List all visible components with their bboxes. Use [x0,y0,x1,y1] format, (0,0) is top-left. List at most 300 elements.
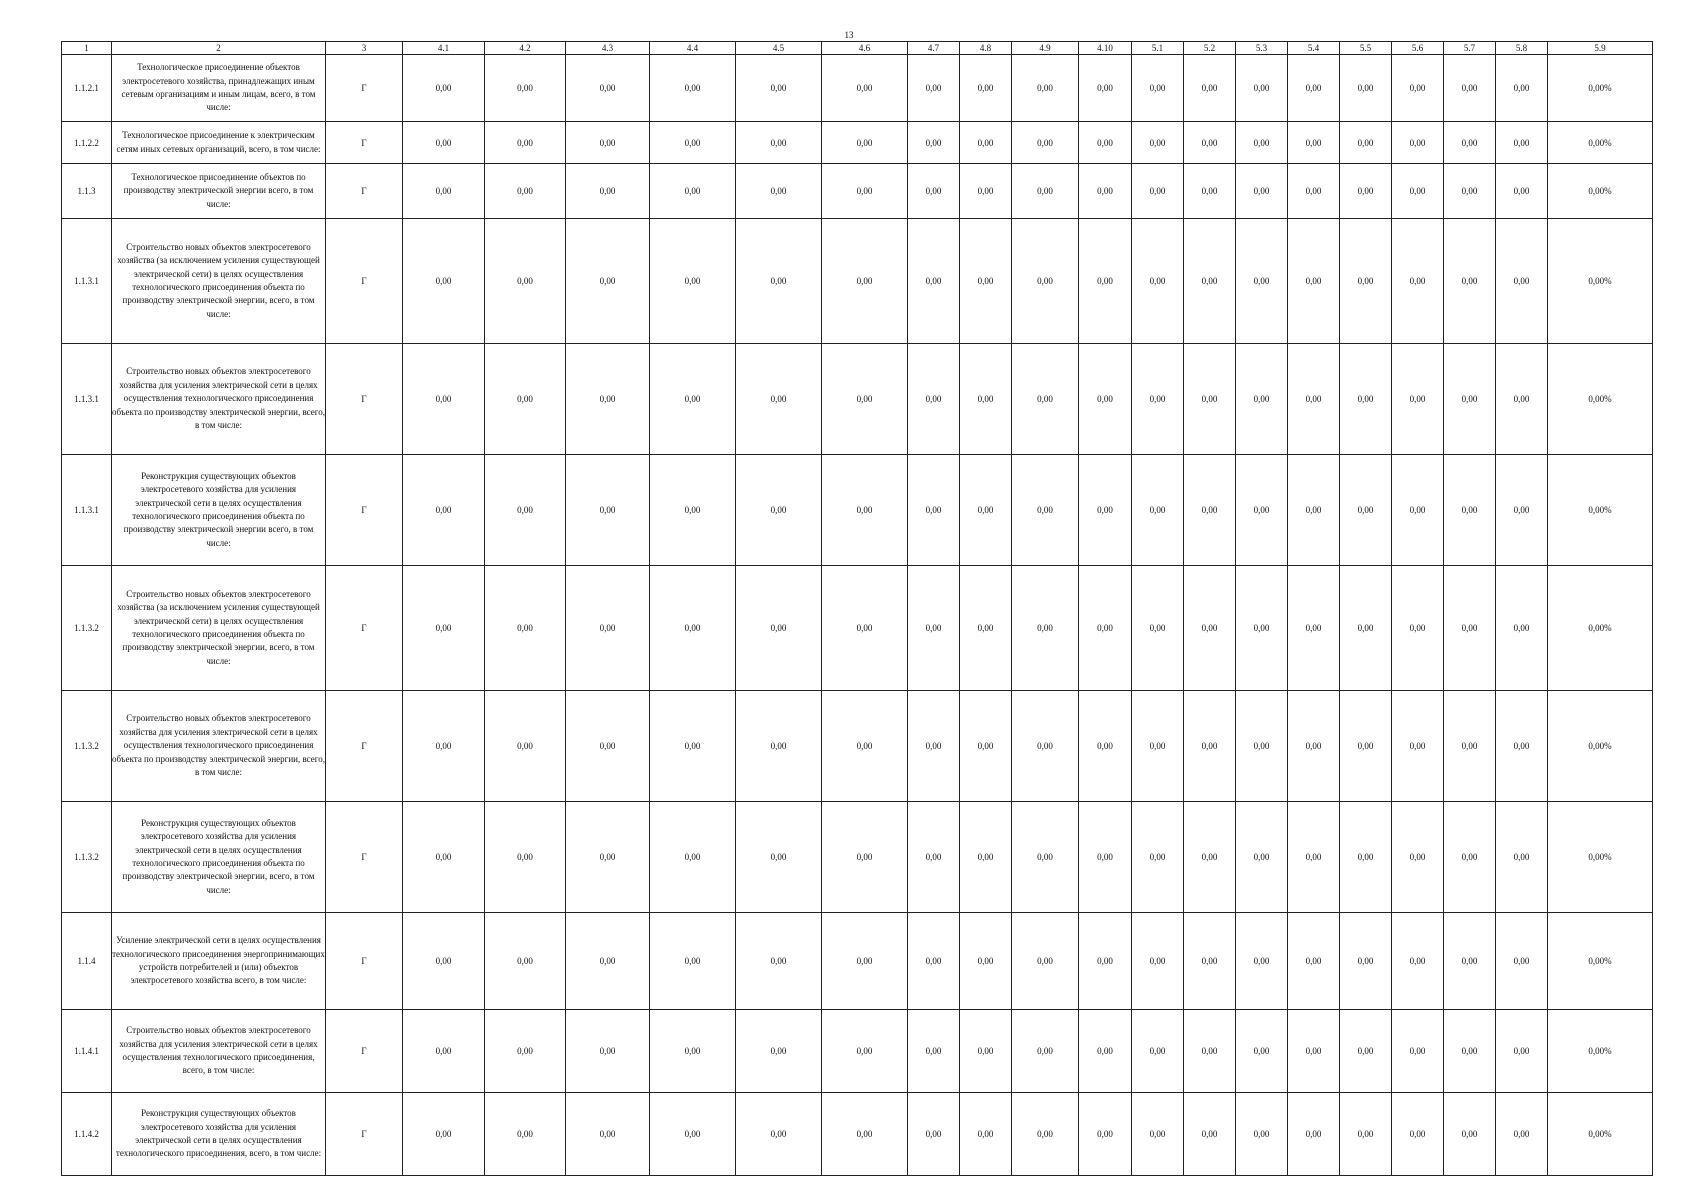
row-description: Реконструкция существующих объектов электросетевого хозяйства для усиления электрической сети в целях осуществления технологического присоединения объекта по производству электрической энергии, всего, в том числе: [112,802,326,913]
value-cell: 0,00 [736,122,822,164]
value-cell: 0,00 [1236,219,1288,344]
table-row [62,1010,1653,1093]
row-unit: Г [326,691,403,802]
row-description: Реконструкция существующих объектов электросетевого хозяйства для усиления электрической сети в целях осуществления технологического присоединения, всего, в том числе: [112,1093,326,1176]
row-code: 1.1.2.2 [62,122,112,164]
value-cell: 0,00 [403,1010,485,1093]
value-cell: 0,00 [1392,913,1444,1010]
row-code: 1.1.3.2 [62,691,112,802]
value-cell: 0,00 [1444,55,1496,122]
value-cell: 0,00 [1132,691,1184,802]
value-cell: 0,00 [1496,344,1548,455]
value-cell: 0,00 [566,455,650,566]
value-cell: 0,00 [908,802,960,913]
value-cell: 0,00 [650,913,736,1010]
value-cell: 0,00 [1444,691,1496,802]
value-cell: 0,00 [650,566,736,691]
value-cell: 0,00 [822,164,908,219]
value-cell: 0,00 [1340,122,1392,164]
value-cell: 0,00 [1012,913,1079,1010]
column-header: 5.4 [1288,42,1340,55]
value-cell: 0,00 [1132,164,1184,219]
percent-cell: 0,00% [1548,913,1653,1010]
value-cell: 0,00 [1236,566,1288,691]
value-cell: 0,00 [1288,164,1340,219]
column-header: 4.9 [1012,42,1079,55]
value-cell: 0,00 [1340,913,1392,1010]
value-cell: 0,00 [1288,913,1340,1010]
value-cell: 0,00 [1392,1010,1444,1093]
value-cell: 0,00 [1236,802,1288,913]
row-unit: Г [326,913,403,1010]
value-cell: 0,00 [650,802,736,913]
value-cell: 0,00 [1444,455,1496,566]
value-cell: 0,00 [1496,164,1548,219]
value-cell: 0,00 [1340,1093,1392,1176]
value-cell: 0,00 [650,219,736,344]
value-cell: 0,00 [566,219,650,344]
value-cell: 0,00 [736,913,822,1010]
row-description: Строительство новых объектов электросетевого хозяйства (за исключением усиления существующей электрической сети) в целях осуществления технологического присоединения объекта по производству электрической энергии, всего, в том числе: [112,219,326,344]
value-cell: 0,00 [736,566,822,691]
value-cell: 0,00 [736,1010,822,1093]
row-description: Усиление электрической сети в целях осуществления технологического присоединения энергопринимающих устройств потребителей и (или) объектов электросетевого хозяйства всего, в том числе: [112,913,326,1010]
value-cell: 0,00 [822,219,908,344]
row-code: 1.1.3.1 [62,219,112,344]
percent-cell: 0,00% [1548,455,1653,566]
value-cell: 0,00 [566,122,650,164]
header-row [62,42,1653,55]
value-cell: 0,00 [485,566,566,691]
value-cell: 0,00 [566,802,650,913]
page-number: 13 [844,30,854,40]
table-row [62,455,1653,566]
value-cell: 0,00 [403,219,485,344]
investment-table [61,41,1653,1176]
value-cell: 0,00 [1392,802,1444,913]
value-cell: 0,00 [1288,55,1340,122]
column-header: 5.3 [1236,42,1288,55]
value-cell: 0,00 [1079,1093,1132,1176]
value-cell: 0,00 [908,691,960,802]
value-cell: 0,00 [908,55,960,122]
row-code: 1.1.4.2 [62,1093,112,1176]
value-cell: 0,00 [736,1093,822,1176]
table-row [62,122,1653,164]
table-row [62,802,1653,913]
value-cell: 0,00 [650,691,736,802]
value-cell: 0,00 [1236,344,1288,455]
value-cell: 0,00 [822,55,908,122]
column-header: 1 [62,42,112,55]
column-header: 4.5 [736,42,822,55]
value-cell: 0,00 [403,802,485,913]
value-cell: 0,00 [1496,122,1548,164]
value-cell: 0,00 [1132,566,1184,691]
value-cell: 0,00 [403,122,485,164]
value-cell: 0,00 [566,344,650,455]
column-header: 5.1 [1132,42,1184,55]
value-cell: 0,00 [822,691,908,802]
value-cell: 0,00 [960,219,1012,344]
value-cell: 0,00 [1236,1010,1288,1093]
value-cell: 0,00 [1184,802,1236,913]
row-code: 1.1.4 [62,913,112,1010]
value-cell: 0,00 [1132,219,1184,344]
value-cell: 0,00 [403,1093,485,1176]
value-cell: 0,00 [960,164,1012,219]
value-cell: 0,00 [1132,802,1184,913]
value-cell: 0,00 [1012,55,1079,122]
table-body [62,55,1653,1176]
value-cell: 0,00 [1132,913,1184,1010]
value-cell: 0,00 [736,802,822,913]
value-cell: 0,00 [908,219,960,344]
value-cell: 0,00 [908,122,960,164]
value-cell: 0,00 [1340,1010,1392,1093]
value-cell: 0,00 [1079,344,1132,455]
value-cell: 0,00 [1444,566,1496,691]
row-description: Строительство новых объектов электросетевого хозяйства для усиления электрической сети в целях осуществления технологического присоединения, всего, в том числе: [112,1010,326,1093]
row-code: 1.1.3.2 [62,802,112,913]
row-description: Технологическое присоединение объектов электросетевого хозяйства, принадлежащих иным сетевым организациям и иным лицам, всего, в том числе: [112,55,326,122]
value-cell: 0,00 [736,455,822,566]
value-cell: 0,00 [1496,566,1548,691]
value-cell: 0,00 [1444,219,1496,344]
value-cell: 0,00 [1236,455,1288,566]
value-cell: 0,00 [1236,122,1288,164]
value-cell: 0,00 [1288,344,1340,455]
value-cell: 0,00 [403,455,485,566]
row-description: Реконструкция существующих объектов электросетевого хозяйства для усиления электрической сети в целях осуществления технологического присоединения объекта по производству электрической энергии всего, в том числе: [112,455,326,566]
value-cell: 0,00 [1496,455,1548,566]
value-cell: 0,00 [1184,122,1236,164]
row-code: 1.1.4.1 [62,1010,112,1093]
row-unit: Г [326,55,403,122]
value-cell: 0,00 [1184,691,1236,802]
value-cell: 0,00 [822,913,908,1010]
value-cell: 0,00 [566,913,650,1010]
value-cell: 0,00 [1288,566,1340,691]
table-row [62,566,1653,691]
value-cell: 0,00 [403,913,485,1010]
value-cell: 0,00 [403,344,485,455]
value-cell: 0,00 [1012,1093,1079,1176]
value-cell: 0,00 [1132,1093,1184,1176]
value-cell: 0,00 [822,1010,908,1093]
column-header: 4.1 [403,42,485,55]
value-cell: 0,00 [1444,122,1496,164]
value-cell: 0,00 [1288,122,1340,164]
value-cell: 0,00 [1496,691,1548,802]
row-unit: Г [326,164,403,219]
value-cell: 0,00 [822,802,908,913]
column-header: 4.10 [1079,42,1132,55]
value-cell: 0,00 [1444,1010,1496,1093]
row-unit: Г [326,344,403,455]
value-cell: 0,00 [1392,1093,1444,1176]
percent-cell: 0,00% [1548,219,1653,344]
value-cell: 0,00 [1444,344,1496,455]
value-cell: 0,00 [1079,802,1132,913]
value-cell: 0,00 [1132,1010,1184,1093]
value-cell: 0,00 [960,455,1012,566]
value-cell: 0,00 [485,802,566,913]
value-cell: 0,00 [1079,1010,1132,1093]
value-cell: 0,00 [1496,55,1548,122]
value-cell: 0,00 [1288,1093,1340,1176]
value-cell: 0,00 [1132,122,1184,164]
value-cell: 0,00 [1392,122,1444,164]
percent-cell: 0,00% [1548,55,1653,122]
percent-cell: 0,00% [1548,566,1653,691]
value-cell: 0,00 [1184,1093,1236,1176]
column-header: 5.9 [1548,42,1653,55]
column-header: 3 [326,42,403,55]
value-cell: 0,00 [1012,802,1079,913]
value-cell: 0,00 [1340,344,1392,455]
value-cell: 0,00 [566,55,650,122]
value-cell: 0,00 [1340,164,1392,219]
value-cell: 0,00 [485,913,566,1010]
table-row [62,913,1653,1010]
value-cell: 0,00 [566,1010,650,1093]
value-cell: 0,00 [485,1093,566,1176]
value-cell: 0,00 [822,122,908,164]
percent-cell: 0,00% [1548,164,1653,219]
value-cell: 0,00 [485,55,566,122]
value-cell: 0,00 [485,691,566,802]
value-cell: 0,00 [1444,802,1496,913]
value-cell: 0,00 [1496,802,1548,913]
value-cell: 0,00 [1340,802,1392,913]
row-description: Строительство новых объектов электросетевого хозяйства для усиления электрической сети в целях осуществления технологического присоединения объекта по производству электрической энергии, всего, в том числе: [112,344,326,455]
table-row [62,691,1653,802]
row-unit: Г [326,219,403,344]
percent-cell: 0,00% [1548,1093,1653,1176]
column-header: 2 [112,42,326,55]
row-description: Строительство новых объектов электросетевого хозяйства для усиления электрической сети в целях осуществления технологического присоединения объекта по производству электрической энергии, всего, в том числе: [112,691,326,802]
value-cell: 0,00 [960,1010,1012,1093]
value-cell: 0,00 [1236,913,1288,1010]
table-row [62,55,1653,122]
row-code: 1.1.3 [62,164,112,219]
value-cell: 0,00 [1392,164,1444,219]
value-cell: 0,00 [1288,1010,1340,1093]
value-cell: 0,00 [822,344,908,455]
row-code: 1.1.3.1 [62,344,112,455]
value-cell: 0,00 [650,1010,736,1093]
column-header: 4.3 [566,42,650,55]
value-cell: 0,00 [1079,219,1132,344]
table-row [62,164,1653,219]
value-cell: 0,00 [1132,455,1184,566]
value-cell: 0,00 [908,1093,960,1176]
value-cell: 0,00 [1288,455,1340,566]
value-cell: 0,00 [1340,219,1392,344]
value-cell: 0,00 [1392,219,1444,344]
value-cell: 0,00 [1236,164,1288,219]
table-row [62,344,1653,455]
value-cell: 0,00 [403,566,485,691]
row-code: 1.1.3.1 [62,455,112,566]
value-cell: 0,00 [650,344,736,455]
value-cell: 0,00 [1496,913,1548,1010]
column-header: 5.8 [1496,42,1548,55]
value-cell: 0,00 [1236,55,1288,122]
value-cell: 0,00 [1184,1010,1236,1093]
value-cell: 0,00 [566,566,650,691]
value-cell: 0,00 [1184,55,1236,122]
value-cell: 0,00 [960,344,1012,455]
value-cell: 0,00 [1392,55,1444,122]
value-cell: 0,00 [1340,691,1392,802]
value-cell: 0,00 [822,566,908,691]
value-cell: 0,00 [485,344,566,455]
value-cell: 0,00 [1288,802,1340,913]
column-header: 5.7 [1444,42,1496,55]
value-cell: 0,00 [650,55,736,122]
value-cell: 0,00 [1236,691,1288,802]
value-cell: 0,00 [650,455,736,566]
value-cell: 0,00 [960,55,1012,122]
table-header [62,42,1653,55]
value-cell: 0,00 [1132,344,1184,455]
value-cell: 0,00 [566,1093,650,1176]
value-cell: 0,00 [1444,913,1496,1010]
value-cell: 0,00 [1340,55,1392,122]
value-cell: 0,00 [1012,122,1079,164]
percent-cell: 0,00% [1548,691,1653,802]
value-cell: 0,00 [960,122,1012,164]
column-header: 4.4 [650,42,736,55]
column-header: 4.2 [485,42,566,55]
value-cell: 0,00 [1340,566,1392,691]
value-cell: 0,00 [1392,691,1444,802]
value-cell: 0,00 [566,164,650,219]
row-unit: Г [326,455,403,566]
value-cell: 0,00 [960,913,1012,1010]
value-cell: 0,00 [1496,1010,1548,1093]
column-header: 4.8 [960,42,1012,55]
value-cell: 0,00 [1079,455,1132,566]
percent-cell: 0,00% [1548,344,1653,455]
column-header: 5.5 [1340,42,1392,55]
row-description: Технологическое присоединение к электрическим сетям иных сетевых организаций, всего, в том числе: [112,122,326,164]
value-cell: 0,00 [908,1010,960,1093]
value-cell: 0,00 [1392,566,1444,691]
value-cell: 0,00 [960,1093,1012,1176]
table-row [62,219,1653,344]
value-cell: 0,00 [1079,913,1132,1010]
value-cell: 0,00 [908,566,960,691]
value-cell: 0,00 [1392,344,1444,455]
value-cell: 0,00 [908,913,960,1010]
value-cell: 0,00 [960,566,1012,691]
percent-cell: 0,00% [1548,122,1653,164]
value-cell: 0,00 [1012,1010,1079,1093]
value-cell: 0,00 [1079,691,1132,802]
value-cell: 0,00 [822,455,908,566]
value-cell: 0,00 [1184,566,1236,691]
value-cell: 0,00 [736,219,822,344]
value-cell: 0,00 [403,691,485,802]
row-unit: Г [326,1093,403,1176]
row-unit: Г [326,1010,403,1093]
value-cell: 0,00 [650,164,736,219]
row-code: 1.1.3.2 [62,566,112,691]
value-cell: 0,00 [822,1093,908,1176]
value-cell: 0,00 [1012,219,1079,344]
value-cell: 0,00 [1184,219,1236,344]
value-cell: 0,00 [650,122,736,164]
value-cell: 0,00 [1184,344,1236,455]
row-code: 1.1.2.1 [62,55,112,122]
value-cell: 0,00 [1236,1093,1288,1176]
value-cell: 0,00 [1079,566,1132,691]
value-cell: 0,00 [736,691,822,802]
value-cell: 0,00 [1079,55,1132,122]
value-cell: 0,00 [1079,164,1132,219]
value-cell: 0,00 [908,455,960,566]
column-header: 5.2 [1184,42,1236,55]
value-cell: 0,00 [960,802,1012,913]
value-cell: 0,00 [960,691,1012,802]
row-unit: Г [326,122,403,164]
value-cell: 0,00 [566,691,650,802]
value-cell: 0,00 [1288,219,1340,344]
value-cell: 0,00 [485,219,566,344]
row-unit: Г [326,802,403,913]
value-cell: 0,00 [1012,344,1079,455]
value-cell: 0,00 [1392,455,1444,566]
value-cell: 0,00 [1184,913,1236,1010]
value-cell: 0,00 [485,164,566,219]
value-cell: 0,00 [1184,164,1236,219]
row-description: Строительство новых объектов электросетевого хозяйства (за исключением усиления существующей электрической сети) в целях осуществления технологического присоединения объекта по производству электрической энергии, всего, в том числе: [112,566,326,691]
value-cell: 0,00 [1012,691,1079,802]
column-header: 4.7 [908,42,960,55]
value-cell: 0,00 [1444,1093,1496,1176]
value-cell: 0,00 [485,1010,566,1093]
percent-cell: 0,00% [1548,802,1653,913]
value-cell: 0,00 [908,344,960,455]
row-unit: Г [326,566,403,691]
value-cell: 0,00 [1079,122,1132,164]
column-header: 5.6 [1392,42,1444,55]
value-cell: 0,00 [908,164,960,219]
percent-cell: 0,00% [1548,1010,1653,1093]
value-cell: 0,00 [736,164,822,219]
row-description: Технологическое присоединение объектов по производству электрической энергии всего, в том числе: [112,164,326,219]
value-cell: 0,00 [1288,691,1340,802]
value-cell: 0,00 [485,455,566,566]
value-cell: 0,00 [1012,164,1079,219]
value-cell: 0,00 [1444,164,1496,219]
value-cell: 0,00 [650,1093,736,1176]
column-header: 4.6 [822,42,908,55]
value-cell: 0,00 [1012,566,1079,691]
value-cell: 0,00 [736,344,822,455]
value-cell: 0,00 [736,55,822,122]
value-cell: 0,00 [403,164,485,219]
value-cell: 0,00 [1132,55,1184,122]
value-cell: 0,00 [485,122,566,164]
value-cell: 0,00 [1496,1093,1548,1176]
value-cell: 0,00 [1340,455,1392,566]
value-cell: 0,00 [1184,455,1236,566]
value-cell: 0,00 [403,55,485,122]
